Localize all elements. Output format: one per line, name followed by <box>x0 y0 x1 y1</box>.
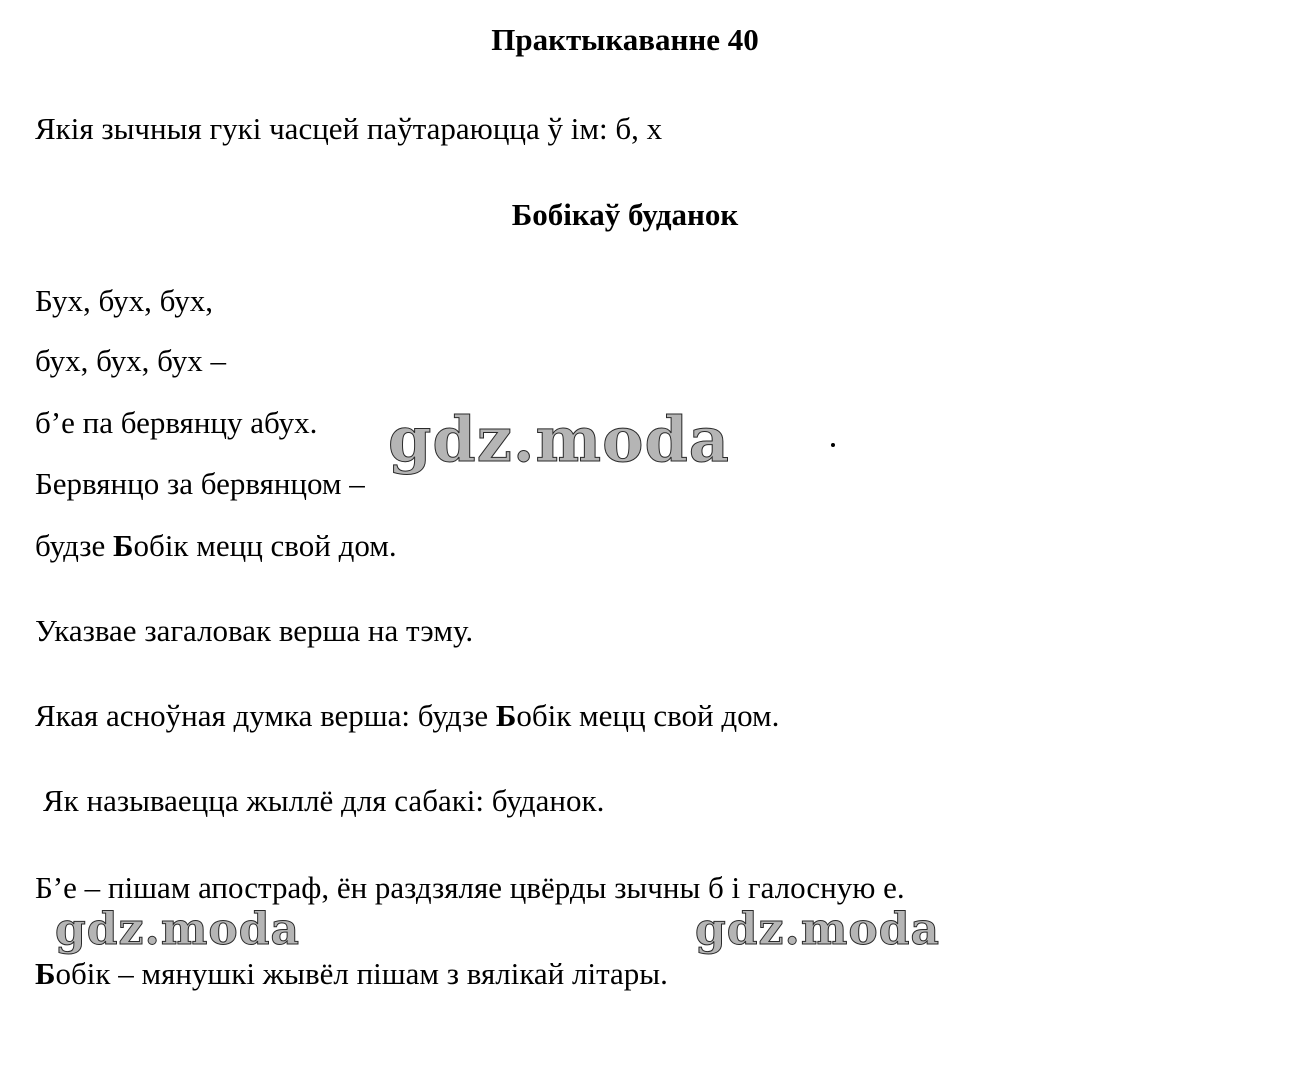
answer-main-idea-bold-letter: Б <box>495 698 517 733</box>
answer-capital-letter <box>35 956 668 992</box>
answer-dog-house: Як называецца жыллё для сабакі: буданок. <box>43 783 605 818</box>
poem-line-5-pre: будзе <box>35 528 114 563</box>
answer-capital-letter-bold: Б <box>35 956 56 991</box>
answer-main-idea-post: обік мецц свой дом. <box>516 698 780 733</box>
poem-line-3: б’е па бервянцу абух. <box>35 405 318 440</box>
answer-capital-letter-post: обік – мянушкі жывёл пішам з вялікай літары. <box>55 956 668 991</box>
poem-line-5 <box>35 528 397 564</box>
poem-line-5-post: обік мецц свой дом. <box>133 528 397 563</box>
poem-title: Бобікаў буданок <box>511 197 739 232</box>
page-title: Практыкаванне 40 <box>491 22 759 57</box>
watermark-dot <box>831 443 835 447</box>
poem-line-4: Бервянцо за бервянцом – <box>35 466 365 501</box>
watermark-left: gdz.moda <box>55 904 301 955</box>
answer-main-idea <box>35 698 779 734</box>
poem-line-5-bold-letter: Б <box>113 528 134 563</box>
answer-apostrophe: Б’е – пішам апостраф, ён раздзяляе цвёрды зычны б і галосную е. <box>35 870 905 905</box>
watermark-right: gdz.moda <box>695 904 941 955</box>
answer-title-theme: Указвае загаловак верша на тэму. <box>35 613 474 648</box>
watermark-main: gdz.moda <box>388 403 730 476</box>
question-consonants: Якія зычныя гукі часцей паўтараюцца ў ім: б, х <box>35 111 663 146</box>
poem-line-2: бух, бух, бух – <box>35 343 227 378</box>
answer-main-idea-pre: Якая асноўная думка верша: будзе <box>35 698 496 733</box>
poem-line-1: Бух, бух, бух, <box>35 283 213 318</box>
